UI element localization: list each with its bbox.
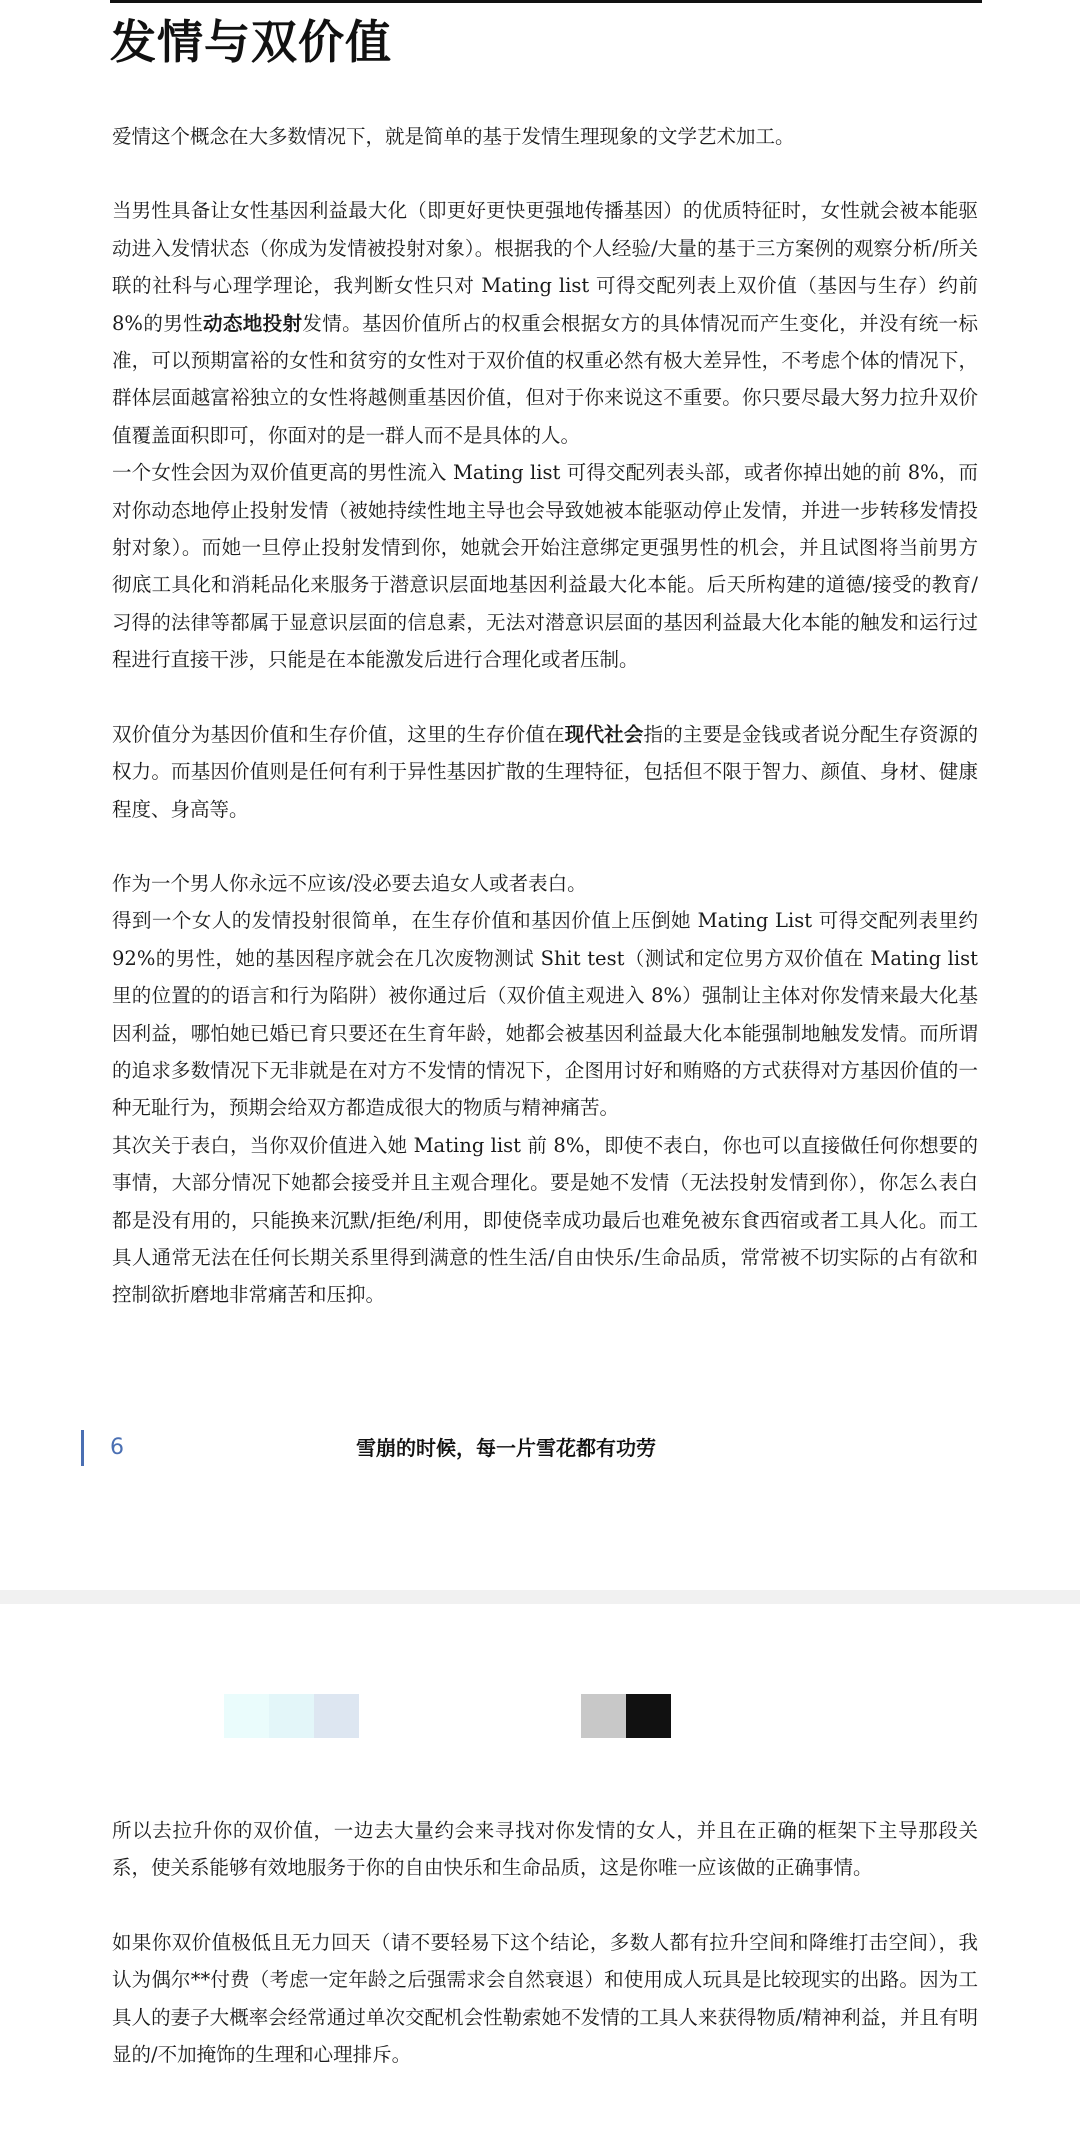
paragraph-2-text-a: 当男性具备让女性基因利益最大化（即更好更快更强地传播基因）的优质特征时，女性就会被本能驱动进入发情状态（你成为发情被投射对象）。根据我的个人经验/大量的基于三方案例的观察分析/所关联的社科与心理学理论，我判断女性只对 Mating list 可得交配列表上双价值（基因与生存）约前 8%的男性 bbox=[112, 199, 978, 335]
paragraph-5: 作为一个男人你永远不应该/没必要去追女人或者表白。 bbox=[112, 871, 587, 895]
page-2-paragraph-1: 所以去拉升你的双价值，一边去大量约会来寻找对你发情的女人，并且在正确的框架下主导那段关系，使关系能够有效地服务于你的自由快乐和生命品质，这是你唯一应该做的正确事情。 bbox=[112, 1819, 978, 1880]
document-page-2 bbox=[0, 1604, 1080, 2146]
paragraph-2 bbox=[112, 192, 978, 454]
paragraph-7: 其次关于表白，当你双价值进入她 Mating list 前 8%，即使不表白，你也可以直接做任何你想要的事情，大部分情况下她都会接受并且主观合理化。要是她不发情（无法投射发情到你），你怎么表白都是没有用的，只能换来沉默/拒绝/利用，即使侥幸成功最后也难免被东食西宿或者工具人化。而工具人通常无法在任何长期关系里得到满意的性生活/自由快乐/生命品质，常常被不切实际的占有欲和控制欲折磨地非常痛苦和压抑。 bbox=[112, 1133, 978, 1307]
paragraph-3: 一个女性会因为双价值更高的男性流入 Mating list 可得交配列表头部，或者你掉出她的前 8%，而对你动态地停止投射发情（被她持续性地主导也会导致她被本能驱动停止发情，并进一步转移发情投射对象）。而她一旦停止投射发情到你，她就会开始注意绑定更强男性的机会，并且试图将当前男方彻底工具化和消耗品化来服务于潜意识层面地基因利益最大化本能。后天所构建的道德/接受的教育/习得的法律等都属于显意识层面的信息素，无法对潜意识层面的基因利益最大化本能的触发和运行过程进行直接干涉，只能是在本能激发后进行合理化或者压制。 bbox=[112, 461, 978, 672]
bold-phrase-modern-society: 现代社会 bbox=[564, 722, 644, 746]
page-number: 6 bbox=[110, 1435, 124, 1460]
paragraph-gap bbox=[112, 1887, 978, 1924]
pixel-block bbox=[269, 1694, 314, 1738]
pixelated-header-left bbox=[224, 1694, 359, 1738]
page-title: 发情与双价值 bbox=[110, 15, 392, 69]
footer-accent-bar bbox=[81, 1430, 84, 1466]
article-body-page-2 bbox=[112, 1812, 978, 2073]
page-separator bbox=[0, 1590, 1080, 1604]
paragraph-4-text-c: 指的主要是金钱或者说分配生存资源的权力。而基因价值则是任何有利于异性基因扩散的生理特征，包括但不限于智力、颜值、身材、健康程度、身高等。 bbox=[112, 722, 978, 821]
paragraph-4-text-a: 双价值分为基因价值和生存价值，这里的生存价值在 bbox=[112, 722, 565, 746]
footer-motto: 雪崩的时候，每一片雪花都有功劳 bbox=[356, 1436, 656, 1460]
pixel-block bbox=[581, 1694, 626, 1738]
pixelated-header-right bbox=[581, 1694, 671, 1738]
pixel-block bbox=[314, 1694, 359, 1738]
paragraph-gap bbox=[112, 679, 978, 716]
pixel-block bbox=[224, 1694, 269, 1738]
article-body bbox=[112, 118, 978, 1314]
pixel-block bbox=[626, 1694, 671, 1738]
paragraph-4 bbox=[112, 716, 978, 828]
paragraph-gap bbox=[112, 828, 978, 865]
bold-phrase-dynamic-projection: 动态地投射 bbox=[202, 311, 303, 335]
paragraph-6: 得到一个女人的发情投射很简单，在生存价值和基因价值上压倒她 Mating List 可得交配列表里约 92%的男性，她的基因程序就会在几次废物测试 Shit test（测试和定位男方双价值在 Mating list 里的位置的的语言和行为陷阱）被你通过后（双价值主观进入 8%）强制让主体对你发情来最大化基因利益，哪怕她已婚已育只要还在生育年龄，她都会被基因利益最大化本能强制地触发发情。而所谓的追求多数情况下无非就是在对方不发情的情况下，企图用讨好和贿赂的方式获得对方基因价值的一种无耻行为，预期会给双方都造成很大的物质与精神痛苦。 bbox=[112, 909, 978, 1120]
top-rule bbox=[110, 0, 982, 3]
page-2-paragraph-2: 如果你双价值极低且无力回天（请不要轻易下这个结论，多数人都有拉升空间和降维打击空间），我认为偶尔**付费（考虑一定年龄之后强需求会自然衰退）和使用成人玩具是比较现实的出路。因为工具人的妻子大概率会经常通过单次交配机会性勒索她不发情的工具人来获得物质/精神利益，并且有明显的/不加掩饰的生理和心理排斥。 bbox=[112, 1930, 978, 2067]
paragraph-2-text-c: 发情。基因价值所占的权重会根据女方的具体情况而产生变化，并没有统一标准，可以预期富裕的女性和贫穷的女性对于双价值的权重必然有极大差异性，不考虑个体的情况下，群体层面越富裕独立的女性将越侧重基因价值，但对于你来说这不重要。你只要尽最大努力拉升双价值覆盖面积即可，你面对的是一群人而不是具体的人。 bbox=[112, 311, 978, 447]
paragraph-1: 爱情这个概念在大多数情况下，就是简单的基于发情生理现象的文学艺术加工。 bbox=[112, 125, 795, 148]
paragraph-gap bbox=[112, 155, 978, 192]
